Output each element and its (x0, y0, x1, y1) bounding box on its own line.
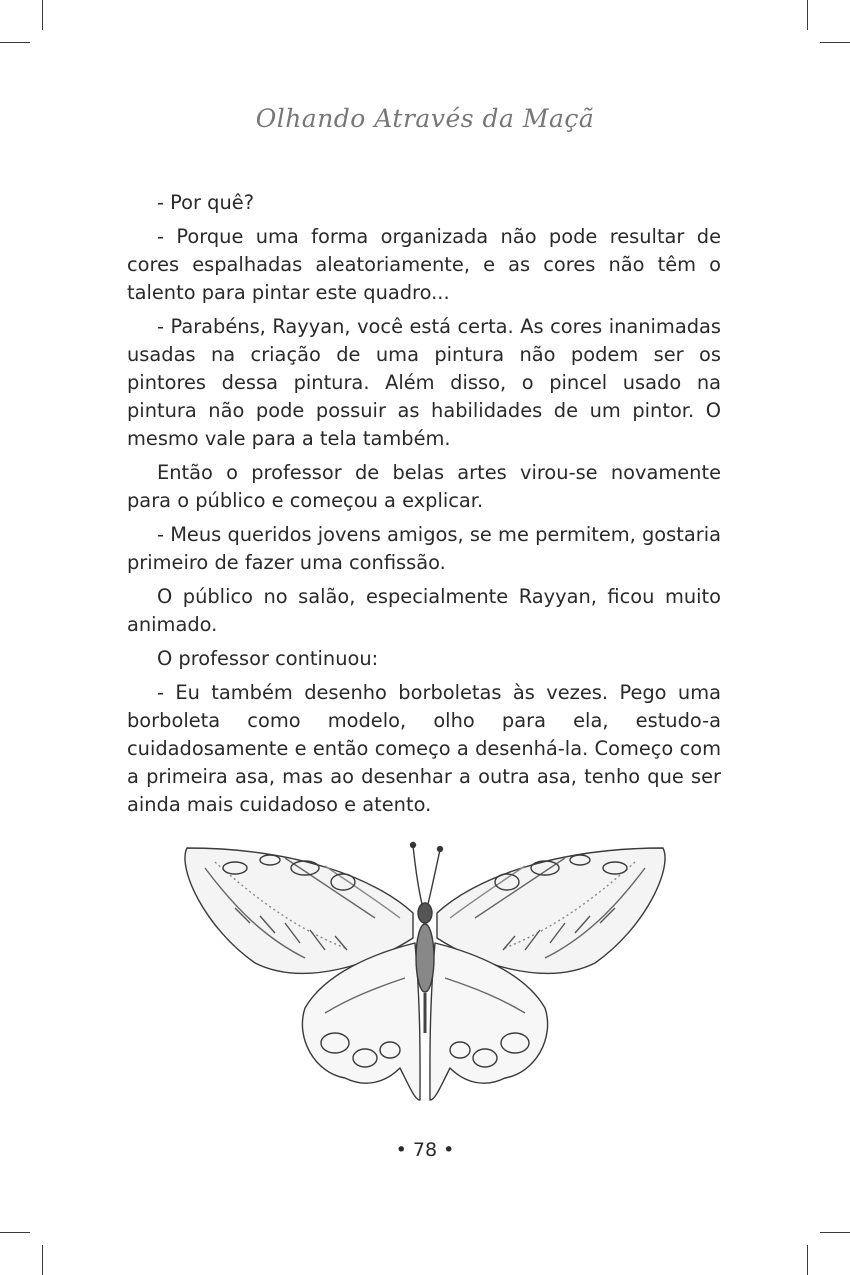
paragraph: Então o professor de belas artes virou-se novamente para o público e começou a explicar. (127, 461, 721, 512)
paragraph: O professor continuou: (157, 647, 379, 670)
crop-mark (42, 1245, 43, 1275)
paragraph: - Parabéns, Rayyan, você está certa. As cores inanimadas usadas na criação de uma pintura não podem ser os pintores dessa pintura. Além disso, o pincel usado na pintura não pode possuir as habilidades de um pintor. O mesmo vale para a tela também. (127, 315, 721, 450)
running-head: Olhando Através da Maçã (255, 104, 595, 133)
paragraph: - Porque uma forma organizada não pode resultar de cores espalhadas aleatoriamente, e as cores não têm o talento para pintar este quadro... (127, 225, 721, 304)
paragraph: - Por quê? (157, 191, 254, 214)
paragraph: - Eu também desenho borboletas às vezes. Pego uma borboleta como modelo, olho para ela, estudo-a cuidadosamente e então começo a desenhá-la. Começo com a primeira asa, mas ao desenhar a outra asa, tenho que ser ainda mais cuidadoso e atento. (127, 681, 721, 816)
crop-mark (820, 1232, 850, 1233)
crop-mark (807, 1245, 808, 1275)
crop-mark (807, 0, 808, 30)
crop-mark (0, 42, 30, 43)
butterfly-illustration (175, 838, 675, 1104)
body-text (127, 189, 721, 825)
crop-mark (42, 0, 43, 30)
crop-mark (820, 42, 850, 43)
paragraph: - Meus queridos jovens amigos, se me permitem, gostaria primeiro de fazer uma confissão. (127, 523, 721, 574)
page-number: • 78 • (395, 1139, 455, 1161)
crop-mark (0, 1232, 30, 1233)
paragraph: O público no salão, especialmente Rayyan, ficou muito animado. (127, 585, 721, 636)
